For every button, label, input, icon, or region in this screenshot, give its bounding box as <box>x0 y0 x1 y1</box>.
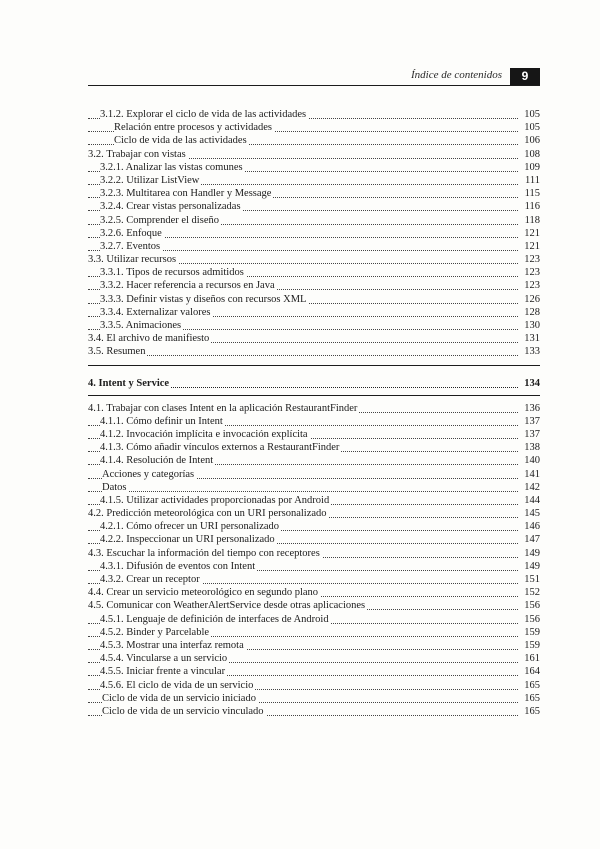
toc-entry-number: 4.5.5. <box>100 666 124 678</box>
toc-entry-number: 4.5.2. <box>100 626 124 638</box>
toc-entry-label: Explorar el ciclo de vida de las actividades <box>126 109 307 120</box>
toc-entry-label: Predicción meteorológica con un URI personalizado <box>106 508 327 520</box>
toc-entry-number: 3.3.4. <box>100 306 124 318</box>
toc-entry[interactable] <box>88 599 540 612</box>
toc-entry-title <box>114 122 274 133</box>
chapter-rule <box>88 395 540 396</box>
toc-entry-page: 161 <box>524 653 540 665</box>
toc-entry-label: Utilizar recursos <box>106 254 177 266</box>
toc-entry-label: Datos <box>102 481 127 493</box>
toc-entry-page: 115 <box>524 188 540 200</box>
toc-entry[interactable] <box>88 187 540 200</box>
toc-entry[interactable] <box>88 454 540 467</box>
toc-entry-page: 140 <box>524 455 540 467</box>
header-rule <box>88 85 540 86</box>
toc-entry-label: Ciclo de vida de las actividades <box>114 135 247 147</box>
toc-entry[interactable] <box>88 266 540 279</box>
toc-entry-label: Difusión de eventos con Intent <box>126 560 256 572</box>
toc-entry[interactable] <box>88 705 540 718</box>
toc-entry-title <box>100 521 281 532</box>
toc-entry[interactable] <box>88 240 540 253</box>
toc-entry-title <box>100 162 245 173</box>
toc-entry-page: 121 <box>524 227 540 239</box>
toc-entry-title <box>100 267 246 278</box>
toc-entry-number: 4.5. <box>88 600 104 612</box>
toc-entry-title <box>88 587 320 598</box>
toc-entry-label: Relación entre procesos y actividades <box>114 122 273 134</box>
toc-entry-label: Trabajar con vistas <box>106 148 186 160</box>
toc-entry-title <box>100 666 227 677</box>
toc-entry-label: El ciclo de vida de un servicio <box>126 679 254 691</box>
toc-entry-page: 165 <box>524 679 540 691</box>
toc-entry[interactable] <box>88 319 540 332</box>
toc-entry[interactable] <box>88 214 540 227</box>
toc-entry-label: Trabajar con clases Intent en la aplicación RestaurantFinder <box>106 402 358 414</box>
toc-entry[interactable] <box>88 507 540 520</box>
toc-entry-number: 4.4. <box>88 587 104 599</box>
toc-entry-page: 165 <box>524 692 540 704</box>
toc-entry[interactable] <box>88 174 540 187</box>
toc-entry-page: 151 <box>524 574 540 585</box>
toc-entry-page: 116 <box>524 201 540 213</box>
toc-entry-label: Lenguaje de definición de interfaces de Android <box>126 613 329 625</box>
running-header <box>88 68 540 86</box>
toc-entry-label: Definir vistas y diseños con recursos XML <box>126 293 307 305</box>
toc-entry-page: 152 <box>524 587 540 599</box>
header-title: Índice de contenidos <box>410 69 502 81</box>
toc-entry-label: Resolución de Intent <box>126 455 214 467</box>
toc-entry-label: Resumen <box>106 346 146 358</box>
toc-entry-page: 128 <box>524 306 540 318</box>
dot-leader <box>88 491 518 492</box>
toc-entry-label: Cómo añadir vínculos externos a RestaurantFinder <box>126 442 340 454</box>
toc-entry-number: 4.1.3. <box>100 442 124 454</box>
toc-entry-number: 4.1.1. <box>100 415 124 427</box>
toc-entry-title <box>88 149 188 160</box>
dot-leader <box>88 355 518 356</box>
toc-entry[interactable] <box>88 520 540 533</box>
toc-entry-label: Cómo ofrecer un URI personalizado <box>126 521 280 533</box>
toc-entry[interactable] <box>88 626 540 639</box>
toc-entry-number: 4.2. <box>88 508 104 520</box>
toc-entry-title <box>100 416 225 427</box>
toc-entry[interactable] <box>88 200 540 213</box>
toc-entry-number: 3.3.3. <box>100 293 124 305</box>
toc-entry-label: Intent y Service <box>98 377 170 389</box>
toc-entry-page: 149 <box>524 560 540 572</box>
toc-entry-label: Tipos de recursos admitidos <box>126 267 244 279</box>
toc-entry-label: El archivo de manifiesto <box>106 333 210 345</box>
toc-entry-number: 3.3.1. <box>100 267 124 279</box>
toc-entry-number: 3.1.2. <box>100 109 124 120</box>
toc-entry-page: 156 <box>524 600 540 612</box>
toc-entry-page: 118 <box>524 214 540 226</box>
toc-entry-number: 3.2.3. <box>100 188 124 200</box>
toc-entry-title <box>100 442 341 453</box>
toc-entry-title <box>100 294 308 305</box>
toc-entry-title <box>88 333 211 344</box>
toc-entry-title <box>102 469 196 480</box>
toc-entry[interactable] <box>88 560 540 573</box>
toc-entry-label: Comprender el diseño <box>126 214 219 226</box>
toc-entry-title <box>100 653 229 664</box>
toc-entry-title <box>100 574 202 585</box>
toc-entry[interactable] <box>88 108 540 121</box>
toc-entry[interactable] <box>88 227 540 240</box>
toc-entry-title <box>100 320 183 331</box>
toc-entry-number: 4.3. <box>88 547 104 559</box>
toc-entry[interactable] <box>88 586 540 599</box>
toc-entry-label: Invocación implícita e invocación explícita <box>126 428 308 440</box>
toc-entry-label: Crear vistas personalizadas <box>126 201 241 213</box>
toc-entry[interactable] <box>88 134 540 147</box>
toc-entry-title <box>102 693 258 704</box>
toc-entry-title <box>100 614 331 625</box>
toc-entry-number: 3.2.1. <box>100 161 124 173</box>
toc-entry-page: 144 <box>524 494 540 506</box>
toc-entry-number: 4.2.2. <box>100 534 124 546</box>
toc-entry-title <box>100 429 310 440</box>
toc-entry[interactable] <box>88 306 540 319</box>
toc-entry[interactable] <box>88 121 540 134</box>
toc-entry-page: 147 <box>524 534 540 546</box>
toc-entry-page: 146 <box>524 521 540 533</box>
toc-entry-number: 4.3.2. <box>100 574 124 585</box>
toc-entry-title <box>102 482 129 493</box>
toc-entry[interactable] <box>88 679 540 692</box>
toc-entry[interactable] <box>88 402 540 415</box>
toc-entry-number: 3.4. <box>88 333 104 345</box>
toc-entry[interactable] <box>88 481 540 494</box>
toc-entry-label: Ciclo de vida de un servicio iniciado <box>102 692 256 704</box>
toc-entry-label: Utilizar actividades proporcionadas por Android <box>126 494 330 506</box>
toc-entry-title <box>88 378 171 389</box>
toc-entry[interactable] <box>88 441 540 454</box>
toc-entry-label: Escuchar la información del tiempo con receptores <box>106 547 320 559</box>
toc-entry[interactable] <box>88 494 540 507</box>
header-page-number: 9 <box>510 68 540 85</box>
toc-entry-page: 138 <box>524 442 540 454</box>
toc-entry-page: 164 <box>524 666 540 678</box>
toc-entry-page: 136 <box>524 402 540 414</box>
toc-entry-page: 159 <box>524 639 540 651</box>
toc-entry-number: 3.2.6. <box>100 227 124 239</box>
toc-entry[interactable] <box>88 692 540 705</box>
toc-entry-page: 130 <box>524 320 540 331</box>
toc-entry-number: 4.5.3. <box>100 639 124 651</box>
toc-entry-label: Vincularse a un servicio <box>126 653 228 665</box>
toc-entry-title <box>114 135 249 146</box>
toc-entry-page: 131 <box>524 333 540 345</box>
toc-entry-label: Multitarea con Handler y Message <box>126 188 272 200</box>
toc-entry-title <box>100 640 246 651</box>
toc-entry-number: 4.2.1. <box>100 521 124 533</box>
toc-entry-number: 4.3.1. <box>100 560 124 572</box>
toc-entry-label: Acciones y categorías <box>102 468 195 480</box>
toc-entry-page: 142 <box>524 481 540 493</box>
toc-entry[interactable] <box>88 332 540 345</box>
toc-entry-page: 109 <box>524 161 540 173</box>
toc-entry-number: 3.3. <box>88 254 104 266</box>
toc-entry-number: 4.1.2. <box>100 428 124 440</box>
toc-entry-label: Binder y Parcelable <box>126 626 210 638</box>
toc-entry-title <box>100 241 162 252</box>
toc-entry-number: 4. <box>88 377 96 389</box>
toc-entry-title <box>100 307 213 318</box>
toc-entry[interactable] <box>88 533 540 546</box>
toc-entry-page: 165 <box>524 705 540 717</box>
toc-entry[interactable] <box>88 415 540 428</box>
toc-entry-page: 133 <box>524 346 540 358</box>
toc-entry-title <box>88 254 178 265</box>
toc-entry-title <box>100 280 277 291</box>
toc-entry-label: Crear un receptor <box>126 574 200 585</box>
toc-entry[interactable] <box>88 468 540 481</box>
toc-entry-number: 4.1.4. <box>100 455 124 467</box>
toc-entry[interactable] <box>88 665 540 678</box>
toc-entry-label: Ciclo de vida de un servicio vinculado <box>102 705 264 717</box>
toc-entry-title <box>102 706 266 717</box>
toc-entry-label: Hacer referencia a recursos en Java <box>126 280 275 292</box>
toc-entry-title <box>100 228 164 239</box>
toc-entry[interactable] <box>88 148 540 161</box>
toc-entry-label: Utilizar ListView <box>126 174 200 186</box>
toc-entry-page: 126 <box>524 293 540 305</box>
toc-entry-title <box>100 534 277 545</box>
toc-entry[interactable] <box>88 547 540 560</box>
toc-entry-label: Enfoque <box>126 227 162 239</box>
toc-entry-label: Externalizar valores <box>126 306 211 318</box>
toc-entry-page: 123 <box>524 267 540 279</box>
toc-entry-title <box>100 455 215 466</box>
toc-entry-title <box>88 548 322 559</box>
toc-entry-number: 3.2.7. <box>100 240 124 252</box>
toc-entry-title <box>100 201 243 212</box>
toc-entry-page: 111 <box>525 174 540 186</box>
toc-entry-number: 3.3.2. <box>100 280 124 292</box>
toc-entry-label: Eventos <box>126 240 161 252</box>
toc-entry-title <box>100 561 257 572</box>
toc-entry-title <box>100 495 331 506</box>
toc-entry-title <box>100 627 211 638</box>
toc-entry-label: Analizar las vistas comunes <box>125 161 243 173</box>
toc-entry-page: 134 <box>522 374 540 393</box>
toc-entry-number: 3.2. <box>88 148 104 160</box>
table-of-contents <box>88 108 540 718</box>
toc-entry-title <box>88 346 147 357</box>
toc-entry-number: 4.5.6. <box>100 679 124 691</box>
toc-entry-label: Cómo definir un Intent <box>126 415 223 427</box>
toc-entry[interactable] <box>88 161 540 174</box>
toc-entry-title <box>100 215 221 226</box>
toc-entry-number: 3.5. <box>88 346 104 358</box>
toc-entry-label: Mostrar una interfaz remota <box>126 639 244 651</box>
toc-entry-page: 108 <box>524 148 540 160</box>
toc-chapter-entry[interactable] <box>88 374 540 393</box>
toc-entry-label: Inspeccionar un URI personalizado <box>126 534 275 546</box>
toc-entry-page: 105 <box>524 109 540 120</box>
toc-entry-number: 4.1.5. <box>100 494 124 506</box>
toc-entry-page: 145 <box>524 508 540 520</box>
toc-entry-label: Iniciar frente a vincular <box>126 666 226 678</box>
toc-entry-number: 3.3.5. <box>100 320 124 331</box>
toc-entry[interactable] <box>88 639 540 652</box>
toc-entry[interactable] <box>88 652 540 665</box>
toc-entry-page: 106 <box>524 135 540 147</box>
toc-entry-title <box>100 175 201 186</box>
toc-entry-number: 4.5.1. <box>100 613 124 625</box>
toc-entry-page: 159 <box>524 626 540 638</box>
toc-entry-page: 137 <box>524 415 540 427</box>
toc-entry-title <box>100 109 308 120</box>
toc-entry[interactable] <box>88 345 540 358</box>
toc-entry[interactable] <box>88 253 540 266</box>
toc-entry-title <box>88 600 367 611</box>
toc-entry-page: 105 <box>524 122 540 134</box>
toc-entry-number: 4.1. <box>88 402 104 414</box>
toc-entry-label: Comunicar con WeatherAlertService desde otras aplicaciones <box>106 600 366 612</box>
toc-entry-label: Animaciones <box>125 320 182 331</box>
toc-entry-page: 121 <box>524 240 540 252</box>
toc-entry-title <box>88 403 359 414</box>
toc-entry[interactable] <box>88 428 540 441</box>
toc-entry-title <box>100 188 273 199</box>
toc-entry-page: 141 <box>524 468 540 480</box>
toc-entry-title <box>100 680 255 691</box>
toc-entry-page: 123 <box>524 254 540 266</box>
toc-entry[interactable] <box>88 573 540 586</box>
toc-entry-number: 3.2.2. <box>100 174 124 186</box>
toc-entry[interactable] <box>88 613 540 626</box>
toc-entry[interactable] <box>88 293 540 306</box>
chapter-rule <box>88 365 540 366</box>
toc-entry-page: 156 <box>524 613 540 625</box>
toc-entry-label: Crear un servicio meteorológico en segundo plano <box>106 587 319 599</box>
toc-entry[interactable] <box>88 279 540 292</box>
toc-entry-page: 137 <box>524 428 540 440</box>
toc-entry-page: 149 <box>524 547 540 559</box>
toc-entry-number: 4.5.4. <box>100 653 124 665</box>
toc-entry-number: 3.2.5. <box>100 214 124 226</box>
toc-entry-title <box>88 508 329 519</box>
toc-entry-number: 3.2.4. <box>100 201 124 213</box>
toc-entry-page: 123 <box>524 280 540 292</box>
